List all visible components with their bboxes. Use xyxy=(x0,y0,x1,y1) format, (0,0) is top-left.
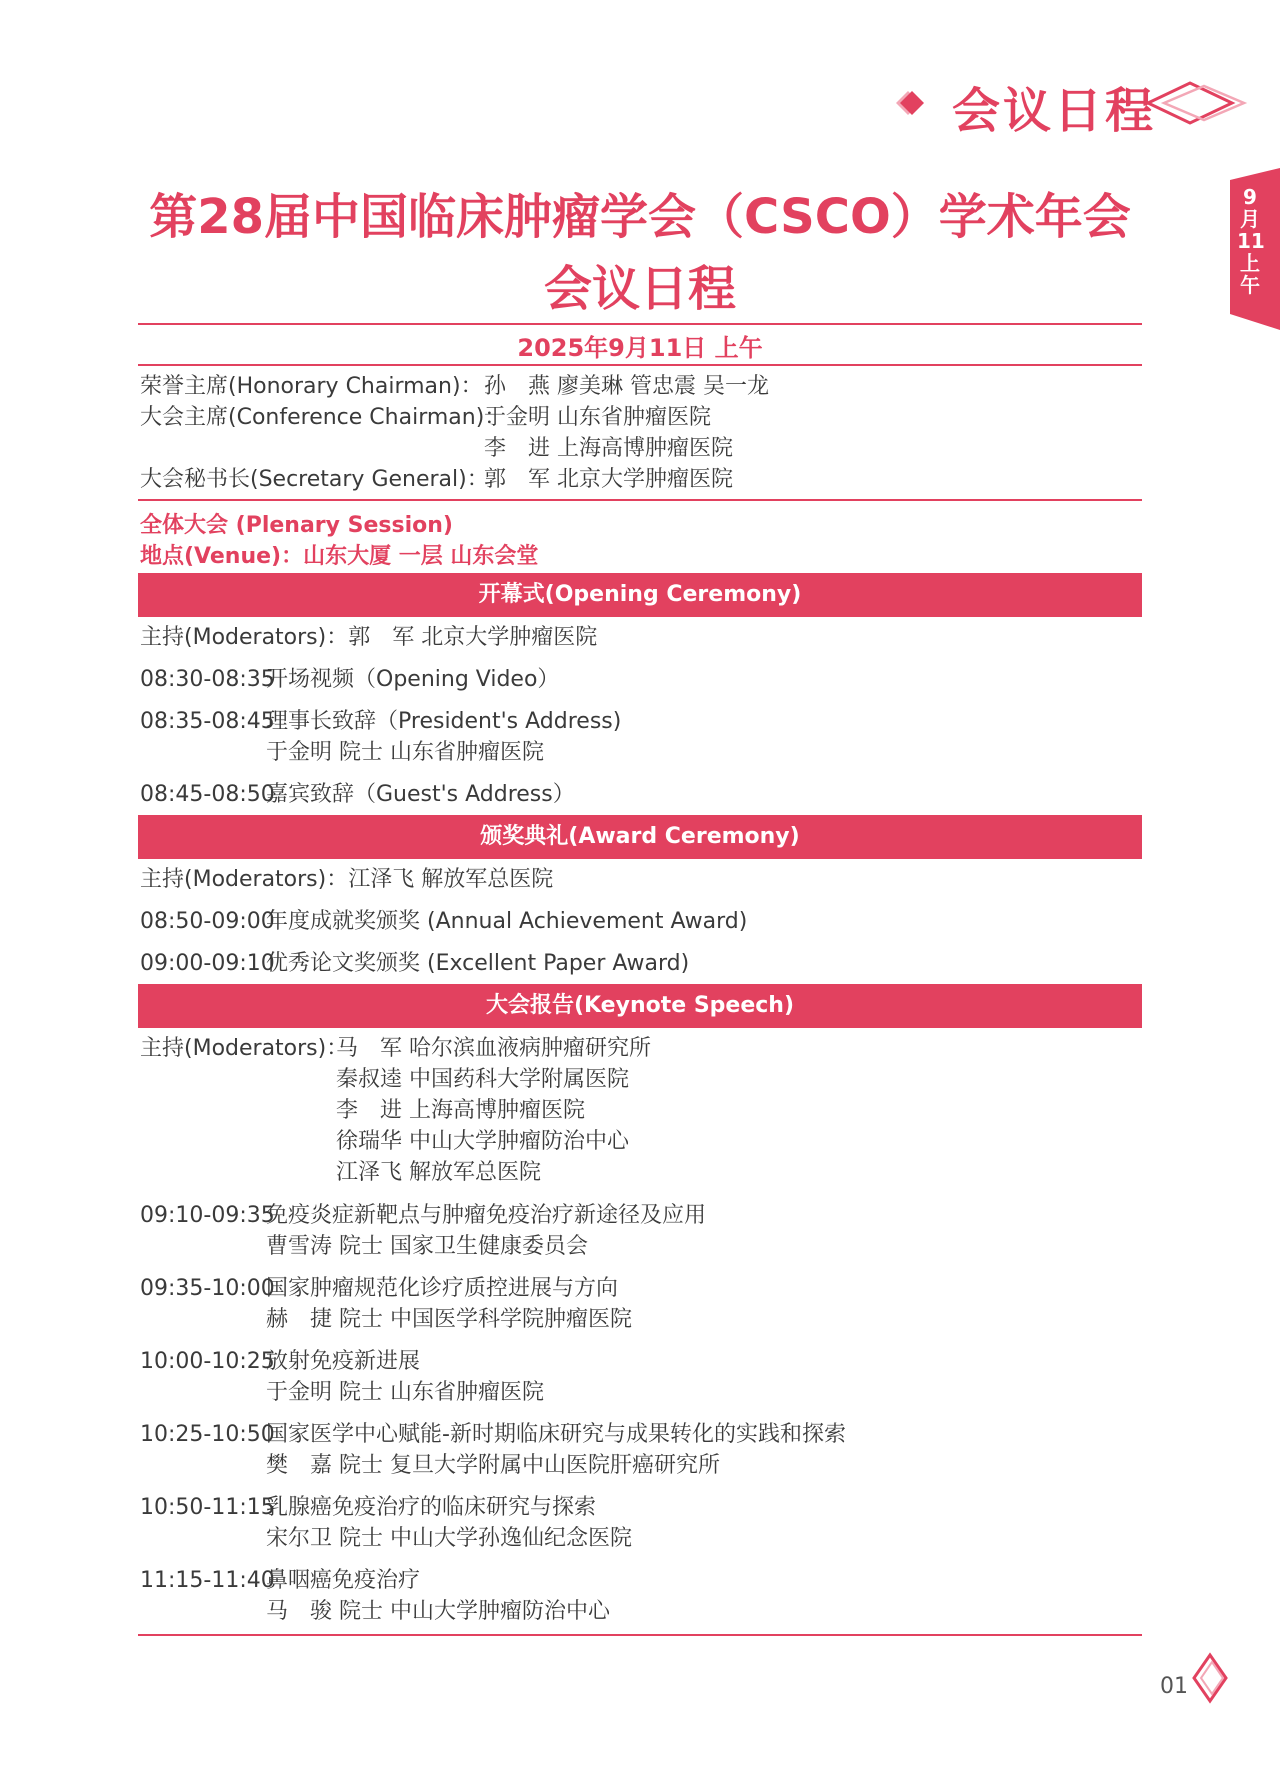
moderator-name: 徐瑞华 中山大学肿瘤防治中心 xyxy=(336,1129,629,1154)
diamond-outline-icon xyxy=(1190,1652,1230,1704)
agenda-item: 08:50-09:00年度成就奖颁奖 (Annual Achievement Award) xyxy=(140,909,748,934)
corner-title: 会议日程 xyxy=(952,83,1157,139)
agenda-speaker: 于金明 院士 山东省肿瘤医院 xyxy=(266,740,544,765)
moderator-label: 主持(Moderators)： xyxy=(140,1036,349,1061)
agenda-item: 10:25-10:50国家医学中心赋能-新时期临床研究与成果转化的实践和探索 xyxy=(140,1422,846,1447)
section-header-opening: 开幕式(Opening Ceremony) xyxy=(138,573,1142,617)
diamond-outline-icon xyxy=(1144,78,1254,128)
agenda-item: 09:10-09:35免疫炎症新靶点与肿瘤免疫治疗新途径及应用 xyxy=(140,1203,707,1228)
agenda-item: 08:35-08:45理事长致辞（President's Address) xyxy=(140,709,622,734)
agenda-item: 10:00-10:25放射免疫新进展 xyxy=(140,1349,421,1374)
moderator-line: 主持(Moderators)：郭 军 北京大学肿瘤医院 xyxy=(140,625,598,650)
date-tab-text: 9 月 11 上 午 xyxy=(1237,185,1265,297)
session-name: 全体大会 (Plenary Session) xyxy=(140,513,453,538)
divider xyxy=(138,499,1142,501)
agenda-item: 09:35-10:00国家肿瘤规范化诊疗质控进展与方向 xyxy=(140,1276,619,1301)
agenda-item: 10:50-11:15乳腺癌免疫治疗的临床研究与探索 xyxy=(140,1495,597,1520)
agenda-item: 08:30-08:35开场视频（Opening Video） xyxy=(140,667,560,692)
agenda-speaker: 曹雪涛 院士 国家卫生健康委员会 xyxy=(266,1234,588,1259)
section-header-award: 颁奖典礼(Award Ceremony) xyxy=(138,815,1142,859)
agenda-item: 09:00-09:10优秀论文奖颁奖 (Excellent Paper Award) xyxy=(140,951,690,976)
agenda-speaker: 樊 嘉 院士 复旦大学附属中山医院肝癌研究所 xyxy=(266,1453,720,1478)
session-venue: 地点(Venue)：山东大厦 一层 山东会堂 xyxy=(140,544,539,569)
agenda-item: 11:15-11:40鼻咽癌免疫治疗 xyxy=(140,1568,421,1593)
divider xyxy=(138,323,1142,325)
divider xyxy=(138,1634,1142,1636)
agenda-speaker: 宋尔卫 院士 中山大学孙逸仙纪念医院 xyxy=(266,1526,632,1551)
section-header-keynote: 大会报告(Keynote Speech) xyxy=(138,984,1142,1028)
diamond-bullet-icon xyxy=(884,86,930,120)
schedule-date: 2025年9月11日 上午 xyxy=(517,334,763,362)
agenda-item: 08:45-08:50嘉宾致辞（Guest's Address） xyxy=(140,782,575,807)
official-row: 大会主席(Conference Chairman)：于金明 山东省肿瘤医院 xyxy=(140,405,711,430)
moderator-name: 马 军 哈尔滨血液病肿瘤研究所 xyxy=(336,1036,651,1061)
page-subtitle: 会议日程 xyxy=(543,261,736,317)
moderator-name: 秦叔逵 中国药科大学附属医院 xyxy=(336,1067,629,1092)
official-row: 荣誉主席(Honorary Chairman)：孙 燕 廖美琳 管忠震 吴一龙 xyxy=(140,374,769,399)
moderator-line: 主持(Moderators)：江泽飞 解放军总医院 xyxy=(140,867,554,892)
official-row: 李 进 上海高博肿瘤医院 xyxy=(484,436,733,461)
official-row: 大会秘书长(Secretary General)：郭 军 北京大学肿瘤医院 xyxy=(140,467,733,492)
agenda-speaker: 于金明 院士 山东省肿瘤医院 xyxy=(266,1380,544,1405)
agenda-speaker: 赫 捷 院士 中国医学科学院肿瘤医院 xyxy=(266,1307,632,1332)
page-title: 第28届中国临床肿瘤学会（CSCO）学术年会 xyxy=(149,189,1131,245)
agenda-speaker: 马 骏 院士 中山大学肿瘤防治中心 xyxy=(266,1599,610,1624)
moderator-name: 李 进 上海高博肿瘤医院 xyxy=(336,1098,585,1123)
divider xyxy=(138,364,1142,366)
moderator-name: 江泽飞 解放军总医院 xyxy=(336,1160,541,1185)
page-number: 01 xyxy=(1160,1674,1188,1699)
